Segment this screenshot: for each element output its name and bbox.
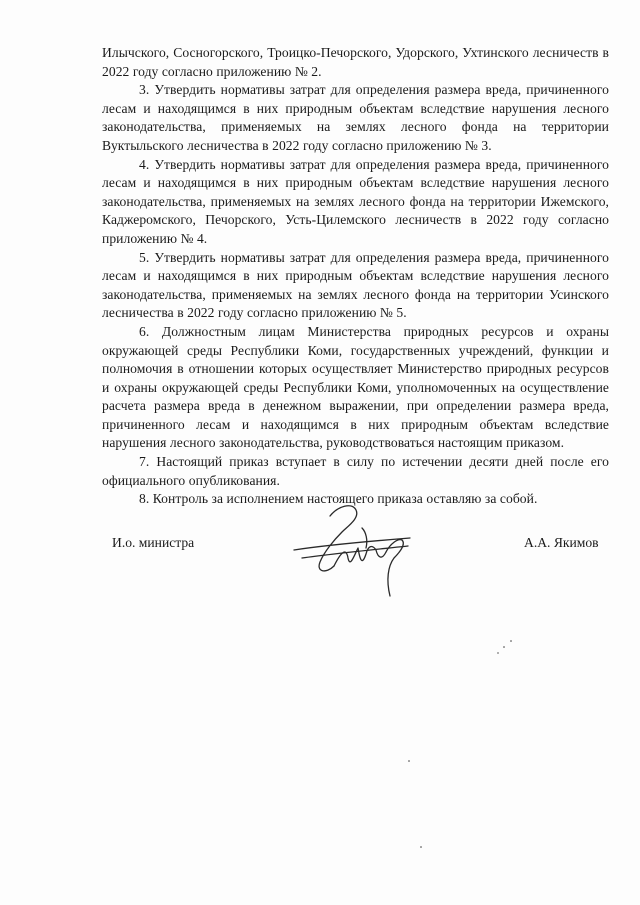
paragraph-7: 7. Настоящий приказ вступает в силу по истечении десяти дней после его официального опубликования.: [102, 454, 609, 488]
signer-name: А.А. Якимов: [524, 535, 599, 550]
paragraph-3: 3. Утвердить нормативы затрат для определения размера вреда, причиненного лесам и находящимся в них природным объектам вследствие нарушения лесного законодательства, применяемых на землях лесного фонда на территории Вуктыльского лесничества в 2022 году согласно приложению № 3.: [102, 82, 609, 153]
order-text: [102, 44, 609, 509]
scan-artifact: [503, 646, 505, 648]
paragraph-4: 4. Утвердить нормативы затрат для определения размера вреда, причиненного лесам и находящимся в них природным объектам вследствие нарушения лесного законодательства, применяемых на землях лесного фонда на территории Ижемского, Каджеромского, Печорского, Усть-Цилемского лесничеств в 2022 году согласно приложению № 4.: [102, 156, 609, 246]
paragraph-5: 5. Утвердить нормативы затрат для определения размера вреда, причиненного лесам и находящимся в них природным объектам вследствие нарушения лесного законодательства, применяемых на землях лесного фонда на территории Усинского лесничества в 2022 году согласно приложению № 5.: [102, 249, 609, 321]
paragraph-8: 8. Контроль за исполнением настоящего приказа оставляю за собой.: [139, 491, 538, 507]
scan-artifact: [497, 652, 499, 654]
paragraph-2-continuation: Илычского, Сосногорского, Троицко-Печорского, Удорского, Ухтинского лесничеств в 2022 году согласно приложению № 2.: [102, 45, 609, 79]
scan-artifact: [408, 760, 410, 762]
scan-artifact: [420, 846, 422, 848]
signer-title: И.о. министра: [112, 535, 195, 550]
scan-artifact: [510, 640, 512, 642]
paragraph-6: 6. Должностным лицам Министерства природных ресурсов и охраны окружающей среды Республики Коми, государственных учреждений, функции и полномочия в отношении которых осуществляет Министерство природных ресурсов и охраны окружающей среды Республики Коми, уполномоченных на осуществление расчета размера вреда в денежном выражении, при определении размера вреда, причиненного лесам и находящимся в них природным объектам вследствие нарушения лесного законодательства, руководствоваться настоящим приказом.: [102, 323, 609, 451]
handwritten-signature: [290, 488, 420, 608]
